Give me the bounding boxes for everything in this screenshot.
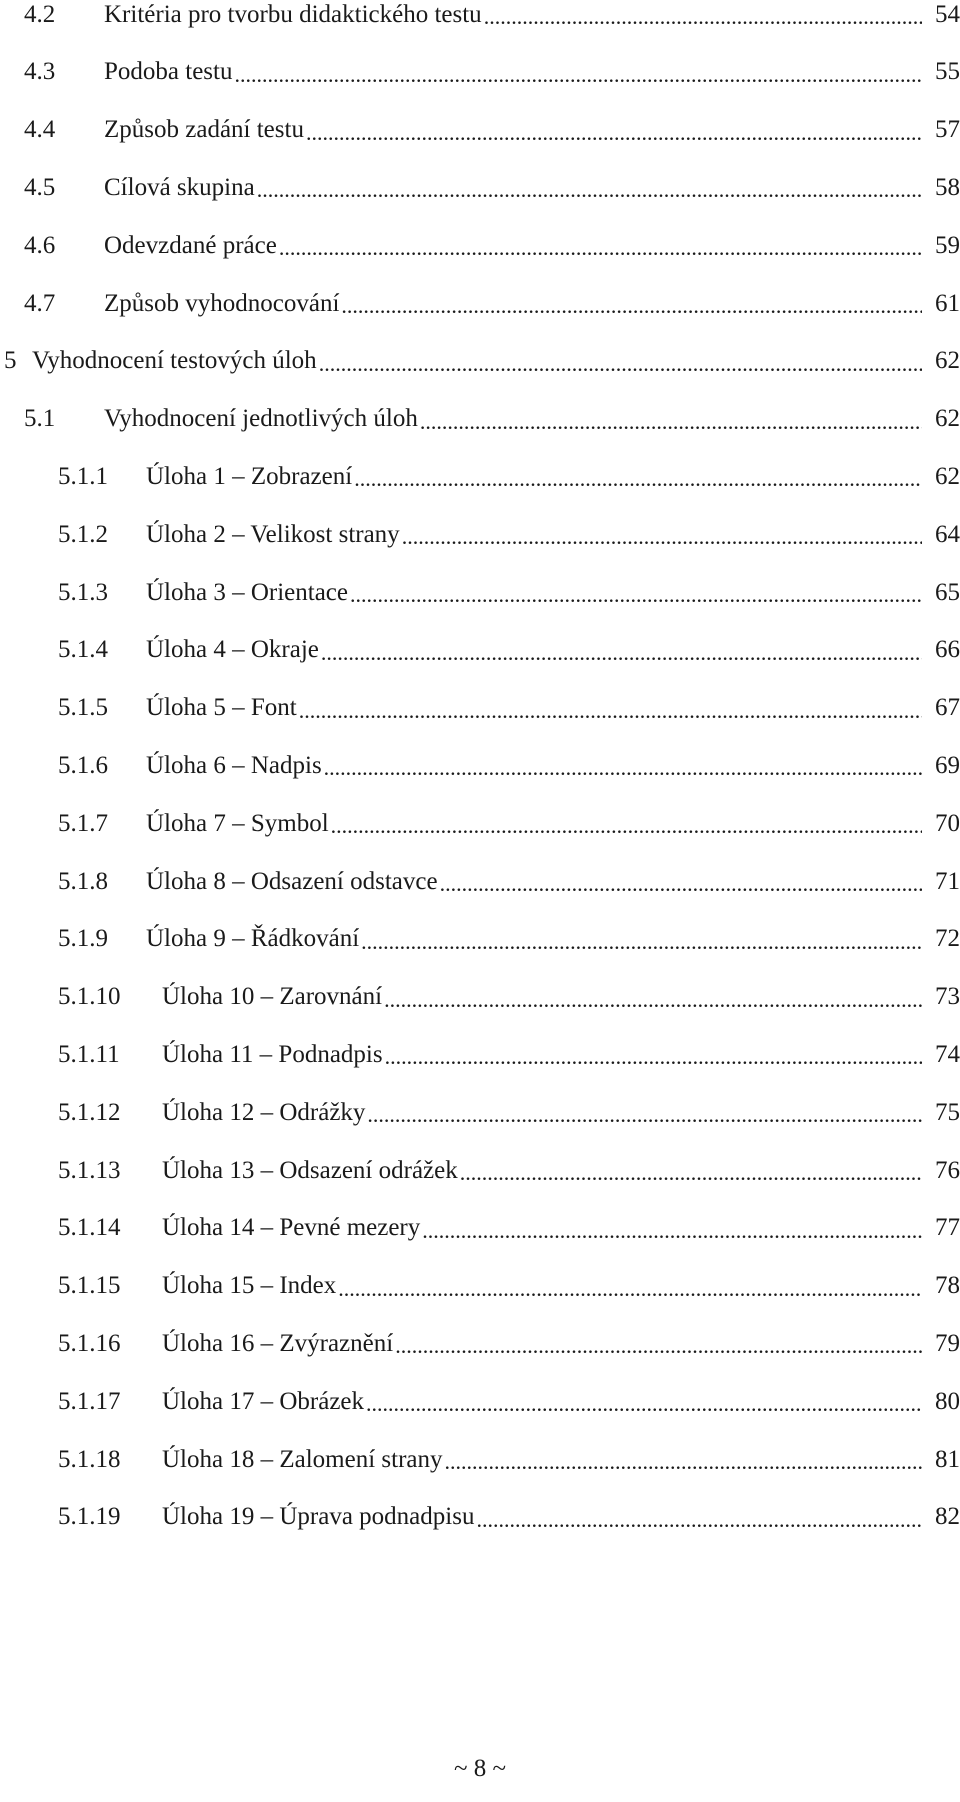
toc-entry-page: 62 xyxy=(935,462,960,490)
toc-entry-number: 5.1.6 xyxy=(58,751,108,779)
toc-entry-page: 62 xyxy=(935,405,960,433)
toc-entry-title: Úloha 8 – Odsazení odstavce xyxy=(146,867,438,895)
toc-entry-page: 69 xyxy=(935,751,960,779)
toc-dot-leader xyxy=(354,468,922,490)
toc-entry-number: 5.1.7 xyxy=(58,809,108,837)
toc-entry-title: Úloha 16 – Zvýraznění xyxy=(162,1329,394,1357)
toc-dot-leader xyxy=(384,989,922,1011)
toc-entry-title: Úloha 18 – Zalomení strany xyxy=(162,1445,443,1473)
toc-entry-title: Úloha 4 – Okraje xyxy=(146,636,319,664)
toc-entry-number: 4.4 xyxy=(24,116,56,144)
toc-entry-number: 5.1.11 xyxy=(58,1040,120,1068)
toc-entry[interactable] xyxy=(58,1318,960,1368)
toc-entry-number: 5.1.17 xyxy=(58,1387,121,1415)
toc-entry-title: Způsob vyhodnocování xyxy=(104,289,340,317)
toc-entry-title: Úloha 17 – Obrázek xyxy=(162,1387,365,1415)
toc-dot-leader xyxy=(395,1335,922,1357)
toc-dot-leader xyxy=(460,1162,922,1184)
toc-entry-title: Podoba testu xyxy=(104,58,233,86)
toc-entry-title: Úloha 1 – Zobrazení xyxy=(146,462,353,490)
toc-dot-leader xyxy=(440,873,922,895)
toc-dot-leader xyxy=(366,1393,922,1415)
toc-dot-leader xyxy=(420,411,922,433)
toc-entry-page: 79 xyxy=(935,1329,960,1357)
toc-entry-title: Úloha 15 – Index xyxy=(162,1272,337,1300)
toc-entry-title: Vyhodnocení testových úloh xyxy=(32,347,317,375)
toc-dot-leader xyxy=(341,295,922,317)
toc-entry[interactable] xyxy=(58,1145,960,1195)
toc-dot-leader xyxy=(361,931,922,953)
toc-entry-number: 5.1.1 xyxy=(58,462,108,490)
toc-dot-leader xyxy=(385,1046,922,1068)
toc-entry[interactable] xyxy=(24,47,960,97)
toc-entry-page: 71 xyxy=(935,867,960,895)
toc-entry-title: Úloha 14 – Pevné mezery xyxy=(162,1214,421,1242)
toc-entry[interactable] xyxy=(58,1203,960,1253)
toc-entry-number: 5.1.13 xyxy=(58,1156,121,1184)
toc-entry-number: 5.1.9 xyxy=(58,925,108,953)
toc-entry-number: 4.2 xyxy=(24,0,56,28)
toc-entry[interactable] xyxy=(58,856,960,906)
toc-entry-title: Způsob zadání testu xyxy=(104,116,304,144)
toc-entry-number: 5.1.5 xyxy=(58,694,108,722)
toc-entry-page: 77 xyxy=(935,1214,960,1242)
toc-entry-number: 5.1.2 xyxy=(58,520,108,548)
toc-dot-leader xyxy=(402,526,922,548)
toc-entry-number: 4.3 xyxy=(24,58,56,86)
toc-entry-title: Úloha 13 – Odsazení odrážek xyxy=(162,1156,458,1184)
toc-entry[interactable] xyxy=(24,220,960,270)
toc-entry-page: 81 xyxy=(935,1445,960,1473)
toc-entry[interactable] xyxy=(24,278,960,328)
toc-entry[interactable] xyxy=(58,914,960,964)
toc-entry-title: Cílová skupina xyxy=(104,173,255,201)
toc-entry-number: 5.1.19 xyxy=(58,1503,121,1531)
toc-entry-page: 66 xyxy=(935,636,960,664)
toc-entry-title: Odevzdané práce xyxy=(104,231,277,259)
toc-entry-number: 4.7 xyxy=(24,289,56,317)
toc-entry[interactable] xyxy=(24,162,960,212)
toc-entry[interactable] xyxy=(58,1029,960,1079)
toc-entry[interactable] xyxy=(58,1434,960,1484)
toc-dot-leader xyxy=(350,584,922,606)
toc-entry[interactable] xyxy=(58,567,960,617)
toc-entry-page: 59 xyxy=(935,231,960,259)
toc-dot-leader xyxy=(476,1509,922,1531)
toc-entry-number: 5.1.8 xyxy=(58,867,108,895)
toc-dot-leader xyxy=(324,757,922,779)
toc-entry-title: Úloha 19 – Úprava podnadpisu xyxy=(162,1503,475,1531)
toc-entry-title: Vyhodnocení jednotlivých úloh xyxy=(104,405,418,433)
toc-entry-number: 5.1 xyxy=(24,405,56,433)
toc-entry-page: 57 xyxy=(935,116,960,144)
toc-entry-page: 61 xyxy=(935,289,960,317)
toc-entry-number: 5.1.4 xyxy=(58,636,108,664)
toc-dot-leader xyxy=(321,642,922,664)
toc-entry-page: 73 xyxy=(935,983,960,1011)
toc-dot-leader xyxy=(234,64,922,86)
toc-entry[interactable] xyxy=(58,1492,960,1542)
toc-entry[interactable] xyxy=(58,798,960,848)
toc-entry-number: 5.1.10 xyxy=(58,983,121,1011)
toc-dot-leader xyxy=(331,815,922,837)
toc-dot-leader xyxy=(257,179,922,201)
toc-entry-number: 5.1.16 xyxy=(58,1329,121,1357)
toc-entry[interactable] xyxy=(24,394,960,444)
toc-entry-title: Úloha 10 – Zarovnání xyxy=(162,983,383,1011)
toc-dot-leader xyxy=(445,1451,923,1473)
toc-entry[interactable] xyxy=(58,683,960,733)
toc-entry-title: Úloha 3 – Orientace xyxy=(146,578,349,606)
toc-dot-leader xyxy=(338,1278,922,1300)
toc-entry[interactable] xyxy=(58,1261,960,1311)
toc-entry-number: 4.5 xyxy=(24,173,56,201)
toc-entry-title: Úloha 12 – Odrážky xyxy=(162,1098,366,1126)
toc-entry-page: 58 xyxy=(935,173,960,201)
toc-entry[interactable] xyxy=(58,451,960,501)
toc-entry-number: 5.1.3 xyxy=(58,578,108,606)
toc-entry[interactable] xyxy=(58,509,960,559)
toc-dot-leader xyxy=(306,122,922,144)
toc-entry[interactable] xyxy=(0,336,960,386)
toc-dot-leader xyxy=(319,353,922,375)
toc-entry-page: 72 xyxy=(935,925,960,953)
toc-entry[interactable] xyxy=(58,740,960,790)
toc-entry[interactable] xyxy=(58,972,960,1022)
toc-entry-page: 62 xyxy=(935,347,960,375)
toc-entry-page: 75 xyxy=(935,1098,960,1126)
toc-entry[interactable] xyxy=(58,1376,960,1426)
toc-entry-number: 5.1.12 xyxy=(58,1098,121,1126)
toc-entry-page: 64 xyxy=(935,520,960,548)
toc-entry-title: Úloha 7 – Symbol xyxy=(146,809,329,837)
toc-entry-page: 74 xyxy=(935,1040,960,1068)
toc-entry[interactable] xyxy=(24,0,960,39)
toc-entry-number: 4.6 xyxy=(24,231,56,259)
toc-entry-page: 54 xyxy=(935,0,960,28)
toc-entry[interactable] xyxy=(58,1087,960,1137)
toc-entry-number: 5.1.14 xyxy=(58,1214,121,1242)
toc-entry-page: 67 xyxy=(935,694,960,722)
toc-entry-title: Úloha 5 – Font xyxy=(146,694,297,722)
toc-entry-page: 55 xyxy=(935,58,960,86)
toc-entry-number: 5 xyxy=(4,347,17,375)
page-footer-number: ~ 8 ~ xyxy=(453,1755,507,1782)
toc-entry-title: Úloha 9 – Řádkování xyxy=(146,925,360,953)
toc-entry[interactable] xyxy=(58,625,960,675)
toc-entry-title: Úloha 6 – Nadpis xyxy=(146,751,322,779)
toc-entry-page: 70 xyxy=(935,809,960,837)
toc-dot-leader xyxy=(484,6,922,28)
toc-dot-leader xyxy=(279,237,922,259)
toc-entry-number: 5.1.18 xyxy=(58,1445,121,1473)
toc-entry-title: Kritéria pro tvorbu didaktického testu xyxy=(104,0,482,28)
toc-entry-page: 80 xyxy=(935,1387,960,1415)
toc-entry-page: 82 xyxy=(935,1503,960,1531)
toc-entry-page: 76 xyxy=(935,1156,960,1184)
toc-dot-leader xyxy=(367,1104,922,1126)
toc-entry-page: 78 xyxy=(935,1272,960,1300)
toc-entry-page: 65 xyxy=(935,578,960,606)
toc-entry[interactable] xyxy=(24,105,960,155)
toc-dot-leader xyxy=(422,1220,922,1242)
toc-dot-leader xyxy=(299,700,922,722)
toc-entry-number: 5.1.15 xyxy=(58,1272,121,1300)
toc-entry-title: Úloha 2 – Velikost strany xyxy=(146,520,400,548)
toc-entry-title: Úloha 11 – Podnadpis xyxy=(162,1040,383,1068)
